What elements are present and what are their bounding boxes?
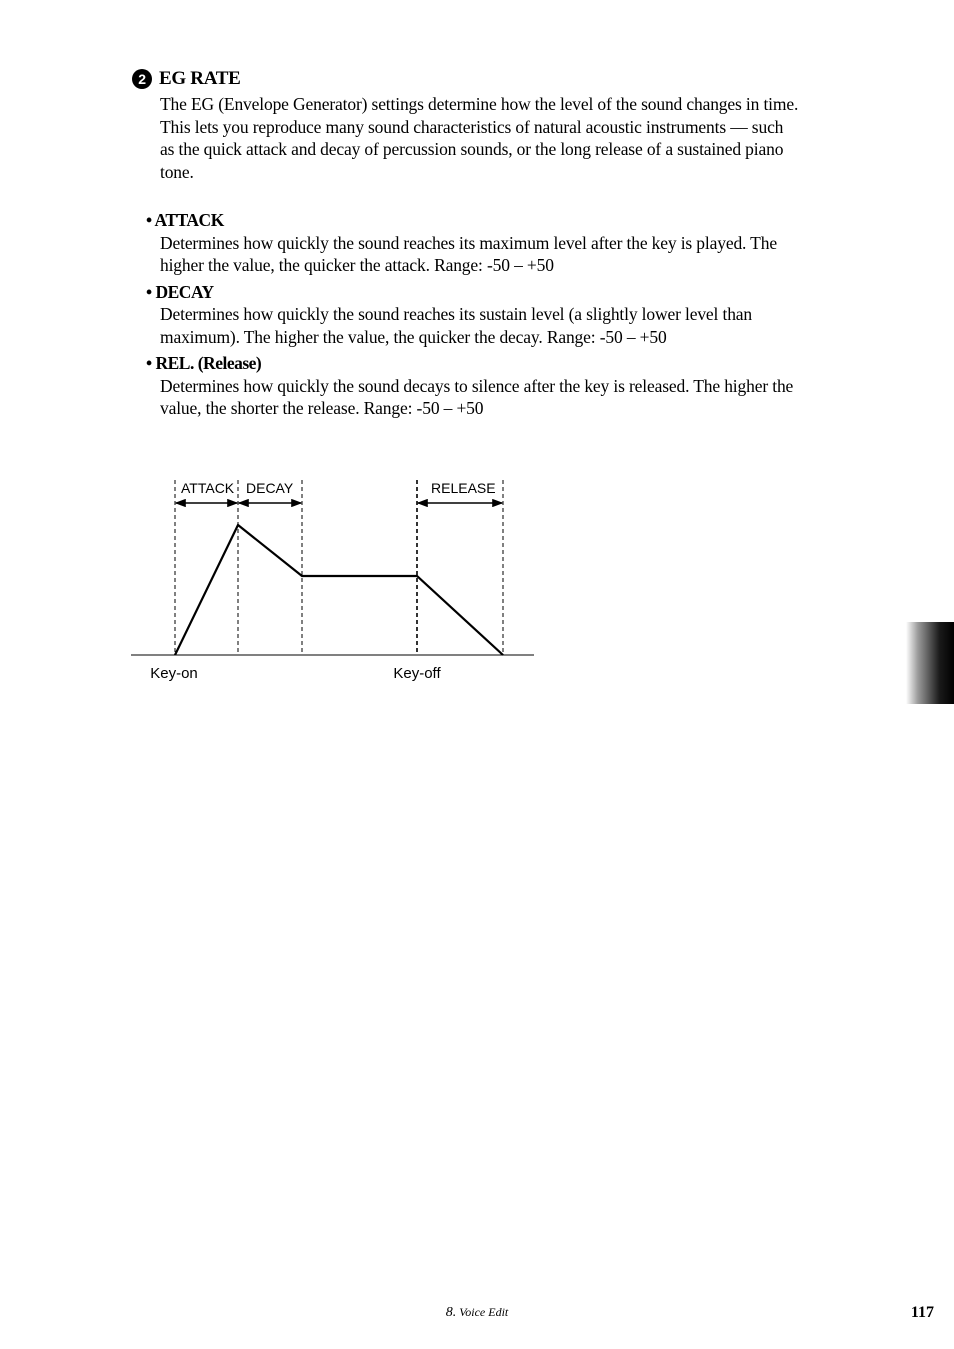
intro-line: The EG (Envelope Generator) settings determine how the level of the sound changes in time. (160, 94, 799, 114)
section-number-badge: 2 (132, 69, 152, 89)
section-title: EG RATE (159, 68, 241, 89)
param-attack (132, 209, 892, 277)
envelope-curve (175, 525, 503, 655)
param-decay (132, 281, 892, 349)
param-title: • ATTACK (146, 210, 224, 230)
param-line: maximum). The higher the value, the quicker the decay. Range: -50 – +50 (160, 326, 667, 347)
param-line: higher the value, the quicker the attack. Range: -50 – +50 (160, 255, 554, 275)
param-release (132, 352, 892, 420)
section-intro (160, 93, 892, 183)
param-title: • DECAY (146, 281, 214, 302)
release-label: RELEASE (431, 480, 496, 496)
intro-line: as the quick attack and decay of percussion sounds, or the long release of a sustained piano (160, 139, 784, 159)
param-description (160, 375, 892, 420)
footer-chapter-title: Voice Edit (459, 1305, 509, 1319)
page-footer (0, 1305, 954, 1321)
param-line: Determines how quickly the sound decays to silence after the key is released. The higher the (160, 375, 794, 396)
page-number: 117 (910, 1304, 934, 1321)
key-on-label: Key-on (150, 665, 198, 682)
chapter-side-tab (906, 622, 954, 704)
intro-line: tone. (160, 161, 194, 182)
section-heading (132, 66, 892, 92)
param-line: Determines how quickly the sound reaches its sustain level (a slightly lower level than (160, 304, 753, 324)
eg-rate-section (132, 66, 892, 420)
param-description (160, 303, 892, 348)
decay-label: DECAY (246, 480, 294, 496)
footer-chapter-number: 8. (445, 1305, 457, 1320)
param-line: Determines how quickly the sound reaches its maximum level after the key is played. The (160, 232, 777, 253)
attack-label: ATTACK (181, 480, 235, 496)
param-line: value, the shorter the release. Range: -50 – +50 (160, 398, 484, 418)
intro-line: This lets you reproduce many sound characteristics of natural acoustic instruments — such (160, 116, 784, 137)
param-description (160, 232, 892, 277)
key-off-label: Key-off (393, 665, 441, 682)
param-title: • REL. (Release) (146, 353, 262, 373)
